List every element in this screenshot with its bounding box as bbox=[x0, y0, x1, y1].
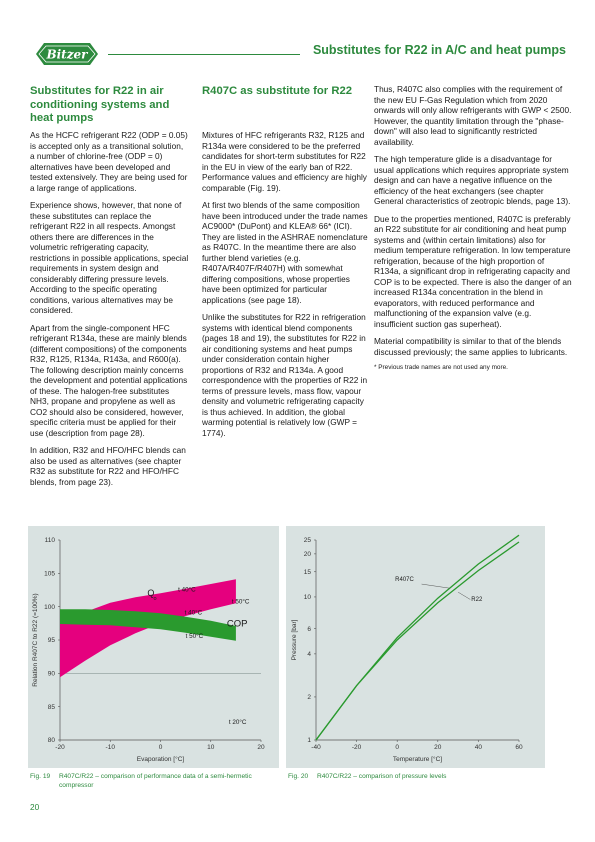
x-tick-label: 60 bbox=[515, 744, 523, 751]
x-tick-label: -10 bbox=[105, 744, 115, 751]
cop-label: COP bbox=[226, 618, 248, 630]
series-label-r407c: R407C bbox=[395, 577, 414, 584]
series-label-r22: R22 bbox=[471, 596, 483, 603]
paragraph: The high temperature glide is a disadvantage for usual applications which requires appropriate system design and can have a negative influence on the efficiency of the heat exchangers (see chapter General characteristics of zeotropic blends, page 13). bbox=[374, 154, 571, 206]
y-axis-label: Pressure [bar] bbox=[291, 619, 298, 661]
tc-40-lower-label: t 40°C bbox=[184, 609, 203, 617]
y-tick-label: 15 bbox=[303, 568, 311, 576]
y-axis-label: Relation R407C to R22 (=100%) bbox=[32, 593, 39, 687]
r22-leader bbox=[458, 592, 470, 599]
x-axis-label: Temperature [°C] bbox=[392, 756, 443, 763]
x-axis-label: Evaporation [°C] bbox=[136, 756, 185, 763]
column-3 bbox=[374, 84, 572, 380]
column-1 bbox=[30, 130, 190, 494]
x-tick-label: 0 bbox=[158, 744, 163, 751]
x-tick-label: 20 bbox=[434, 744, 442, 751]
performance-chart bbox=[28, 526, 279, 768]
x-tick-label: -20 bbox=[351, 744, 362, 751]
figure-19-chart bbox=[28, 526, 279, 768]
section-heading-r407c: R407C as substitute for R22 bbox=[202, 85, 353, 97]
y-tick-label: 25 bbox=[303, 537, 311, 545]
paragraph: Mixtures of HFC refrigerants R32, R125 and R134a were considered to be the preferred candidates for short-term substitutes for R22 in the EU in view of the early ban of R22. Performance values and efficiency are highly comparable (Fig. 19). bbox=[202, 130, 367, 193]
y-tick-label: 100 bbox=[44, 603, 55, 611]
y-tick-label: 105 bbox=[44, 570, 55, 578]
paragraph: Due to the properties mentioned, R407C is preferably an R22 substitute for air conditioning and heat pump systems and (within certain limitations) also for medium temperature refrigeration. In low temperature refrigeration, because of the high proportion of R134a, a significant drop in refrigerating capacity and COP is to be expected. There is also the danger of an increased R134a concentration in the blend in evaporators, with reduced performance and malfunctioning of the expansion valve (e.g. insufficient suction gas superheat). bbox=[374, 213, 572, 329]
x-tick-label: 10 bbox=[207, 744, 215, 751]
toh-label: t 20°C bbox=[228, 719, 247, 726]
paragraph: Unlike the substitutes for R22 in refrigeration systems with identical blend components (pages 18 and 19), the substitutes for R22 in air conditioning systems and heat pumps under consideration contain higher proportions of R32 and R134a. A good correspondence with the properties of R22 in terms of pressure levels, mass flow, vapour density and volumetric refrigerating capacity is thus achieved. In addition, the global warming potential is relatively low (GWP = 1774). bbox=[202, 312, 368, 438]
header-rule bbox=[108, 54, 300, 55]
logo-text: Bitzer bbox=[46, 47, 88, 62]
figure-20-chart bbox=[286, 526, 545, 768]
y-tick-label: 95 bbox=[47, 637, 55, 645]
pressure-chart bbox=[286, 526, 545, 768]
x-tick-label: 0 bbox=[395, 744, 400, 751]
y-tick-label: 1 bbox=[307, 737, 311, 745]
tc-50-lower-label: t 50°C bbox=[185, 633, 204, 640]
y-tick-label: 110 bbox=[44, 537, 55, 545]
r407c-leader bbox=[422, 584, 450, 588]
paragraph: At first two blends of the same composition have been introduced under the trade names AC9000* (DuPont) and KLEA® 66* (ICI). They are listed in the ASHRAE nomenclature as R407C. In the meantime there are also further blend varieties (e.g. R407A/R407F/R407H) with somewhat differing compositions, whose properties have been optimized for particular applications (see page 18). bbox=[202, 200, 368, 305]
x-tick-label: -20 bbox=[55, 744, 65, 751]
paragraph: Material compatibility is similar to that of the blends discussed previously; the same applies to lubricants. bbox=[374, 336, 568, 357]
bitzer-logo bbox=[30, 40, 104, 68]
caption-number: Fig. 19 bbox=[30, 773, 51, 780]
page-header-title: Substitutes for R22 in A/C and heat pumps bbox=[312, 43, 566, 57]
series-line-r22 bbox=[316, 542, 519, 740]
x-tick-label: 20 bbox=[257, 744, 265, 751]
qo-subscript: o bbox=[153, 596, 157, 602]
page-number: 20 bbox=[30, 802, 40, 812]
x-tick-label: -40 bbox=[311, 744, 321, 751]
caption-text: R407C/R22 – comparison of performance data of a semi-hermetic compressor bbox=[59, 773, 252, 789]
footnote: * Previous trade names are not used any more. bbox=[374, 364, 508, 371]
y-tick-label: 85 bbox=[47, 703, 55, 711]
y-tick-label: 6 bbox=[307, 625, 311, 633]
column-2 bbox=[202, 130, 369, 445]
y-tick-label: 4 bbox=[307, 651, 311, 659]
caption-number: Fig. 20 bbox=[288, 773, 309, 780]
section-heading-substitutes: Substitutes for R22 in air conditioning systems and heat pumps bbox=[30, 85, 170, 124]
paragraph: Experience shows, however, that none of these substitutes can replace the refrigerant R22 in all respects. Amongst others there are differences in the volumetric refrigerating capacity, restrictions in possible applications, special requirements in system design and considerably differing pressure levels. According to the specific operating conditions, various alternatives may be considered. bbox=[30, 200, 189, 315]
y-tick-label: 90 bbox=[47, 670, 55, 678]
y-tick-label: 80 bbox=[47, 737, 55, 745]
tc-40-upper-label: t 40°C bbox=[178, 586, 196, 594]
x-tick-label: 40 bbox=[474, 744, 483, 751]
y-tick-label: 20 bbox=[303, 551, 311, 559]
series-line-r407c bbox=[316, 535, 519, 740]
paragraph: Apart from the single-component HFC refrigerant R134a, these are mainly blends (different compositions) of the components R32, R125, R134a, R143a, and R600(a). The following description mainly concerns the development and potential applications of these. The halogen-free substitutes NH3, propane and propylene as well as CO2 should also be considered, however, specific criteria must be applied for their use (description from page 28). bbox=[30, 322, 188, 438]
y-tick-label: 10 bbox=[303, 594, 311, 602]
qo-label: Q bbox=[147, 588, 155, 598]
tc-50-upper-label: t 50°C bbox=[231, 598, 250, 606]
paragraph: As the HCFC refrigerant R22 (ODP = 0.05) is accepted only as a transitional solution, a number of chlorine-free (ODP = 0) alternatives have been developed and tested extensively. They are being used for a large range of applications. bbox=[30, 130, 188, 193]
paragraph: Thus, R407C also complies with the requirement of the new EU F-Gas Regulation which from 2020 onwards will only allow refrigerants with GWP < 2500. However, the quantity limitation through the "phase-down" will also lead to significantly restricted availability. bbox=[374, 84, 572, 147]
paragraph: In addition, R32 and HFO/HFC blends can also be used as alternatives (see chapter R32 as substitute for R22 and HFO/HFC blends, from page 23). bbox=[30, 445, 186, 487]
caption-text: R407C/R22 – comparison of pressure levels bbox=[317, 773, 447, 780]
y-tick-label: 2 bbox=[307, 694, 311, 702]
